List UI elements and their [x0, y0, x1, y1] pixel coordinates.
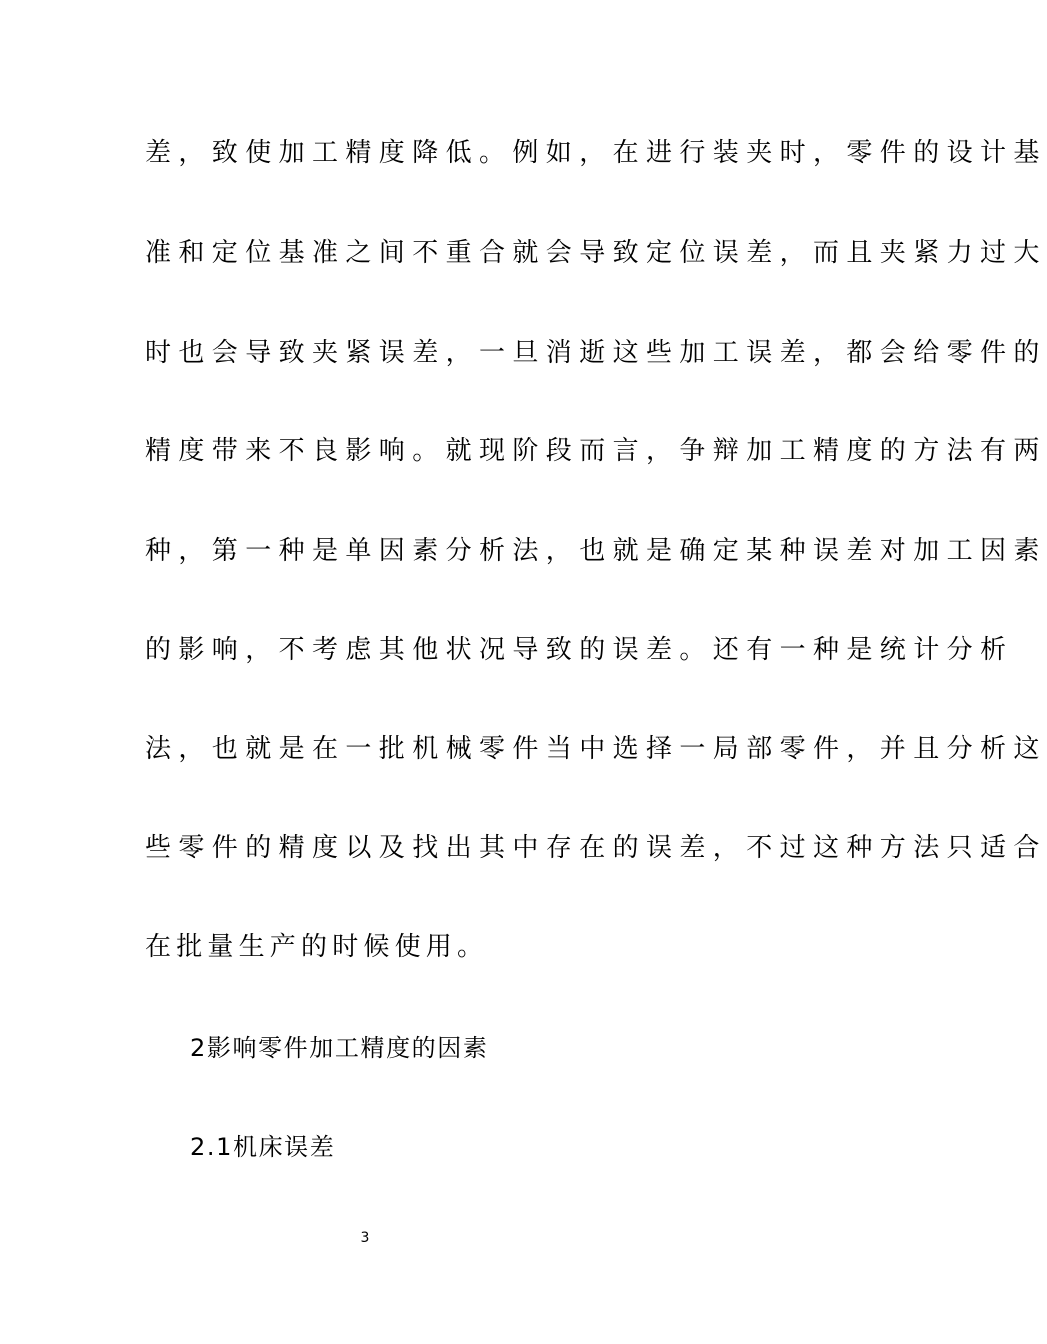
paragraph-line: 准和定位基准之间不重合就会导致定位误差，而且夹紧力过大 [145, 238, 1047, 268]
paragraph-line: 差，致使加工精度降低。例如，在进行装夹时，零件的设计基 [145, 138, 1047, 168]
paragraph-line: 在批量生产的时候使用。 [145, 932, 489, 962]
section-heading: 2影响零件加工精度的因素 [190, 1034, 489, 1062]
paragraph-line: 的影响，不考虑其他状况导致的误差。还有一种是统计分析 [145, 635, 1014, 665]
paragraph-line: 种，第一种是单因素分析法，也就是确定某种误差对加工因素 [145, 536, 1047, 566]
subsection-heading: 2.1机床误差 [190, 1133, 336, 1161]
paragraph-line: 时也会导致夹紧误差，一旦消逝这些加工误差，都会给零件的 [145, 338, 1047, 368]
paragraph-line: 些零件的精度以及找出其中存在的误差，不过这种方法只适合 [145, 833, 1047, 863]
paragraph-line: 法，也就是在一批机械零件当中选择一局部零件，并且分析这 [145, 734, 1047, 764]
page-number: 3 [360, 1230, 370, 1246]
paragraph-line: 精度带来不良影响。就现阶段而言，争辩加工精度的方法有两 [145, 436, 1047, 466]
